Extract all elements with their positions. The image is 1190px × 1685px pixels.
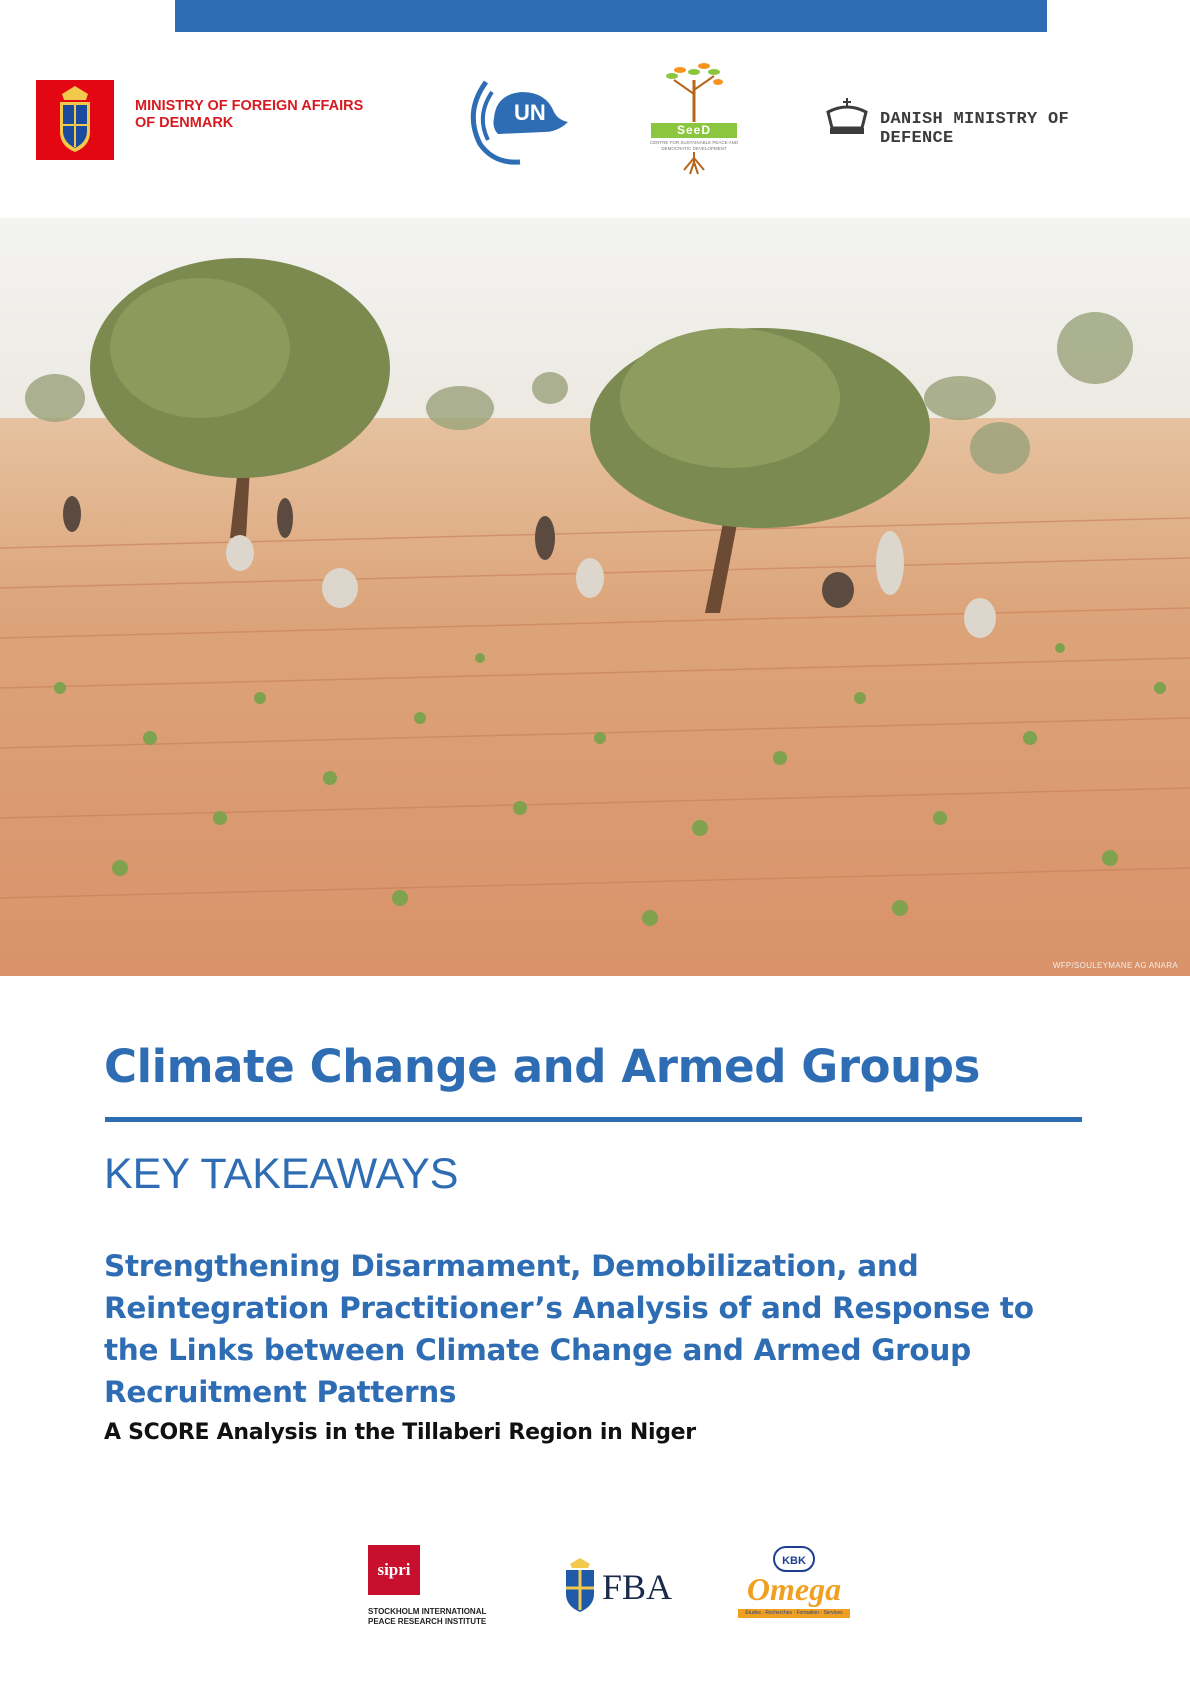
swedish-crest-icon [562,1558,598,1614]
lead-line: Recruitment Patterns [104,1375,457,1409]
omega-logo [738,1545,850,1617]
crown-icon [822,98,872,138]
seed-subtitle: CENTRE FOR SUSTAINABLE PEACE AND DEMOCRATIC DEVELOPMENT [649,140,739,151]
mfa-denmark-logo [36,80,396,160]
document-lead [104,1245,1034,1413]
lead-line: Reintegration Practitioner’s Analysis of and Response to [104,1291,1034,1325]
omega-top-icon [738,1545,850,1573]
danish-ministry-defence-logo [822,98,1152,148]
seed-logo [646,60,742,176]
un-logo [458,72,576,168]
title-divider [105,1117,1082,1122]
seed-roots-icon [646,152,742,176]
omega-label: Omega [746,1571,842,1607]
mfa-denmark-label: MINISTRY OF FOREIGN AFFAIRS OF DENMARK [135,98,364,131]
cover-photo [0,218,1190,976]
lead-line: Strengthening Disarmament, Demobilization, and [104,1249,919,1283]
lead-line: the Links between Climate Change and Armed Group [104,1333,971,1367]
top-blue-bar [175,0,1047,32]
analysis-subtitle: A SCORE Analysis in the Tillaberi Region in Niger [104,1420,696,1445]
seed-label: SeeD [651,123,737,138]
document-subtitle: KEY TAKEAWAYS [104,1150,459,1198]
document-title: Climate Change and Armed Groups [104,1040,980,1093]
fba-label: FBA [602,1567,673,1607]
sipri-logo [368,1545,508,1625]
photo-credit: WFP/SOULEYMANE AG ANARA [1052,961,1178,970]
omega-top-label: KBK [782,1555,806,1567]
sipri-subtitle: STOCKHOLM INTERNATIONAL PEACE RESEARCH INSTITUTE [368,1607,487,1626]
seed-tree-icon [646,60,742,122]
danish-crest-icon [36,80,114,160]
un-label: UN [514,100,546,125]
sipri-label: sipri [368,1545,420,1595]
danish-ministry-defence-label: DANISH MINISTRY OF DEFENCE [880,110,1070,148]
fba-logo [562,1558,682,1618]
omega-subtitle: Études · Recherches · Formation · Services [738,1609,850,1618]
